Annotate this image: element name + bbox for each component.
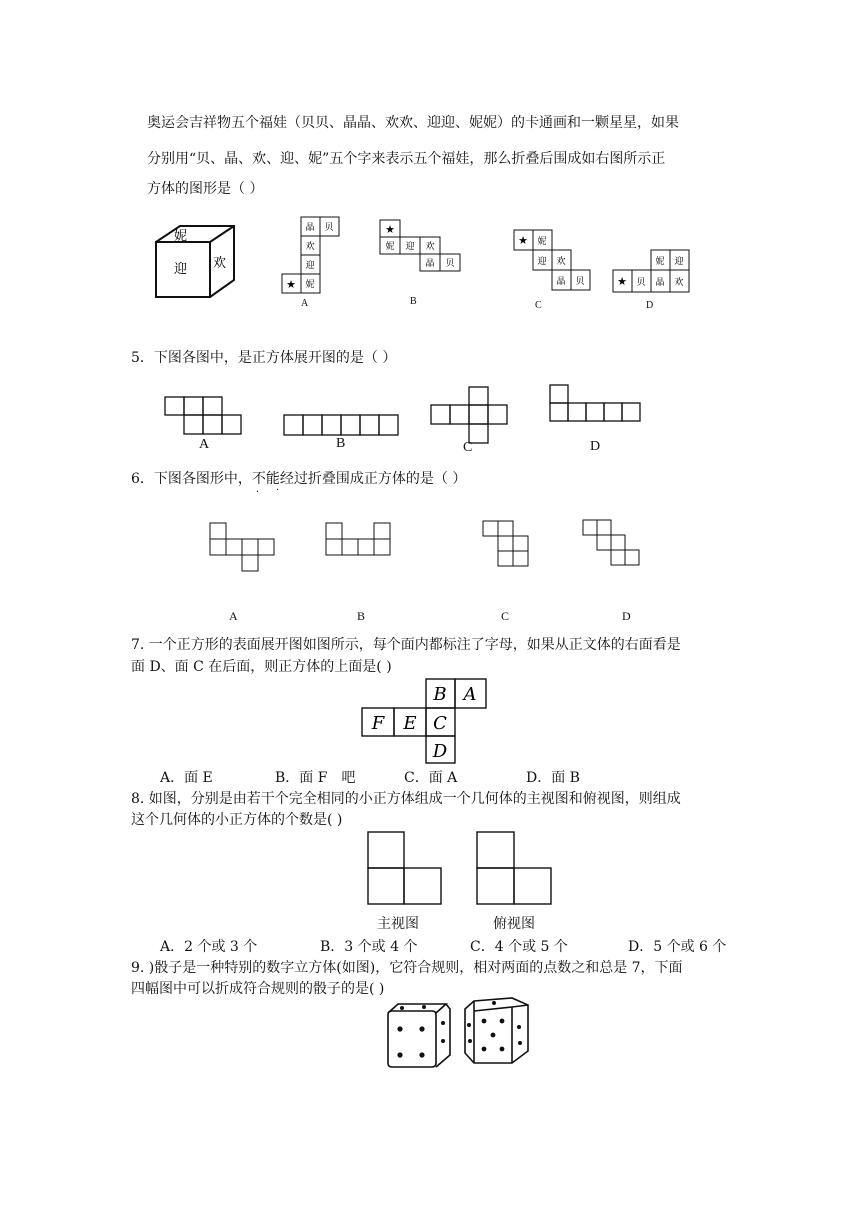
net-a-star-icon: ★ [286, 278, 296, 291]
q5-option-b-label: B [336, 436, 346, 451]
q4-stem-line2: 分别用“贝、晶、欢、迎、妮”五个字来表示五个福娃，那么折叠后围成如右图所示正 [147, 151, 666, 167]
emphasis-dot-icon: · [255, 487, 260, 498]
q8-choice-b: B．3 个或 4 个 [320, 939, 418, 955]
q4-cube-figure [150, 222, 240, 302]
net-d-bei: 贝 [636, 278, 646, 288]
q6-option-b-label: B [357, 609, 366, 623]
q5-option-a-label: A [199, 437, 210, 452]
q8-top-view [475, 830, 553, 906]
q6-net-c [482, 520, 530, 570]
q4-net-c [512, 228, 592, 296]
net-d-jing: 晶 [655, 278, 665, 288]
q9-stem-line2: 四幅图中可以折成符合规则的骰子的是( ) [131, 981, 385, 997]
q6-stem-emphasis [251, 471, 266, 498]
q4-option-b-label: B [410, 296, 417, 307]
q7-choice-b: B．面 F 吧 [275, 770, 356, 786]
net-c-ying: 迎 [537, 257, 547, 267]
net-b-jing: 晶 [425, 259, 435, 269]
q6-option-a-label: A [229, 609, 238, 623]
net-c-ni: 妮 [537, 237, 547, 247]
net-b-ying: 迎 [405, 242, 415, 252]
q9-stem-line1: 9. )骰子是一种特别的数字立方体(如图)，它符合规则，相对两面的点数之和总是 7，下面 [131, 960, 683, 976]
emphasis-dot-icon: · [276, 485, 280, 496]
q4-stem-line1: 奥运会吉祥物五个福娃（贝贝、晶晶、欢欢、迎迎、妮妮）的卡通画和一颗星星，如果 [147, 115, 679, 131]
q4-option-a-label: A [301, 298, 309, 309]
q6-option-c-label: C [501, 609, 510, 623]
q4-net-b [378, 218, 463, 276]
net-a-bei: 贝 [324, 223, 334, 233]
face-b: B [433, 684, 447, 705]
cube-front-label: 迎 [174, 262, 188, 277]
face-c: C [433, 713, 447, 734]
q7-stem-line2: 面 D、面 C 在后面，则正方体的上面是( ) [131, 659, 392, 675]
q4-net-a [280, 216, 340, 296]
face-f: F [371, 713, 385, 734]
q8-choice-d: D．5 个或 6 个 [628, 939, 727, 955]
dice-1-figure [384, 1001, 454, 1069]
q7-choice-d: D．面 B [526, 770, 580, 786]
net-d-ying: 迎 [674, 257, 684, 267]
net-a-huan: 欢 [305, 242, 315, 252]
face-a: A [463, 684, 477, 705]
face-e: E [403, 713, 417, 734]
net-b-bei: 贝 [445, 259, 455, 269]
net-a-ni: 妮 [305, 280, 315, 290]
net-c-huan: 欢 [556, 257, 566, 267]
q8-choice-a: A．2 个或 3 个 [160, 939, 258, 955]
q4-option-c-label: C [535, 300, 542, 311]
net-b-huan: 欢 [425, 242, 435, 252]
face-d: D [432, 741, 448, 762]
net-b-ni: 妮 [385, 242, 395, 252]
dice-2-figure [462, 995, 534, 1067]
q8-top-view-label: 俯视图 [493, 916, 535, 932]
net-b-star-icon: ★ [385, 223, 395, 236]
net-c-jing: 晶 [556, 277, 566, 287]
net-d-star-icon: ★ [617, 275, 627, 288]
cube-right-label: 欢 [213, 256, 227, 271]
q4-option-d-label: D [646, 300, 654, 311]
q7-stem-line1: 7. 一个正方形的表面展开图如图所示，每个面内都标注了字母，如果从正文体的右面看是 [131, 637, 681, 653]
q8-front-view-label: 主视图 [377, 916, 419, 932]
net-d-huan: 欢 [674, 278, 684, 288]
q6-stem-not: 不 [251, 471, 266, 487]
q8-choice-c: C．4 个或 5 个 [470, 939, 568, 955]
q4-net-d [612, 248, 692, 296]
q6-net-b [325, 522, 393, 558]
q8-front-view [366, 830, 444, 906]
q6-option-d-label: D [622, 609, 631, 623]
q6-stem-part1: 6．下图各图形中， [131, 471, 252, 487]
q5-net-d [549, 384, 641, 424]
q6-stem-part2: 能经过折叠围成正方体的是（ ） [265, 471, 467, 487]
q8-stem-line1: 8. 如图，分别是由若干个完全相同的小正方体组成一个几何体的主视图和俯视图，则组成 [131, 791, 681, 807]
q5-option-c-label: C [463, 440, 473, 455]
q5-net-a [164, 396, 244, 436]
q6-net-a [209, 522, 279, 578]
q6-stem [131, 469, 467, 498]
q6-net-d [582, 519, 640, 567]
q5-option-d-label: D [590, 439, 601, 454]
net-c-bei: 贝 [575, 277, 585, 287]
net-a-jing: 晶 [305, 223, 315, 233]
q5-net-c [430, 386, 520, 446]
q8-stem-line2: 这个几何体的小正方体的个数是( ) [131, 812, 343, 828]
net-a-ying: 迎 [305, 261, 315, 271]
q5-stem: 5．下图各图中，是正方体展开图的是（ ） [131, 350, 397, 366]
q4-stem-line3: 方体的图形是（ ） [147, 181, 264, 197]
q7-choice-a: A．面 E [160, 770, 213, 786]
q7-net [360, 677, 490, 765]
q5-net-b [283, 414, 399, 438]
net-d-ni: 妮 [655, 257, 665, 267]
net-c-star-icon: ★ [518, 234, 528, 247]
q7-choice-c: C．面 A [404, 770, 458, 786]
cube-top-label: 妮 [174, 229, 188, 244]
